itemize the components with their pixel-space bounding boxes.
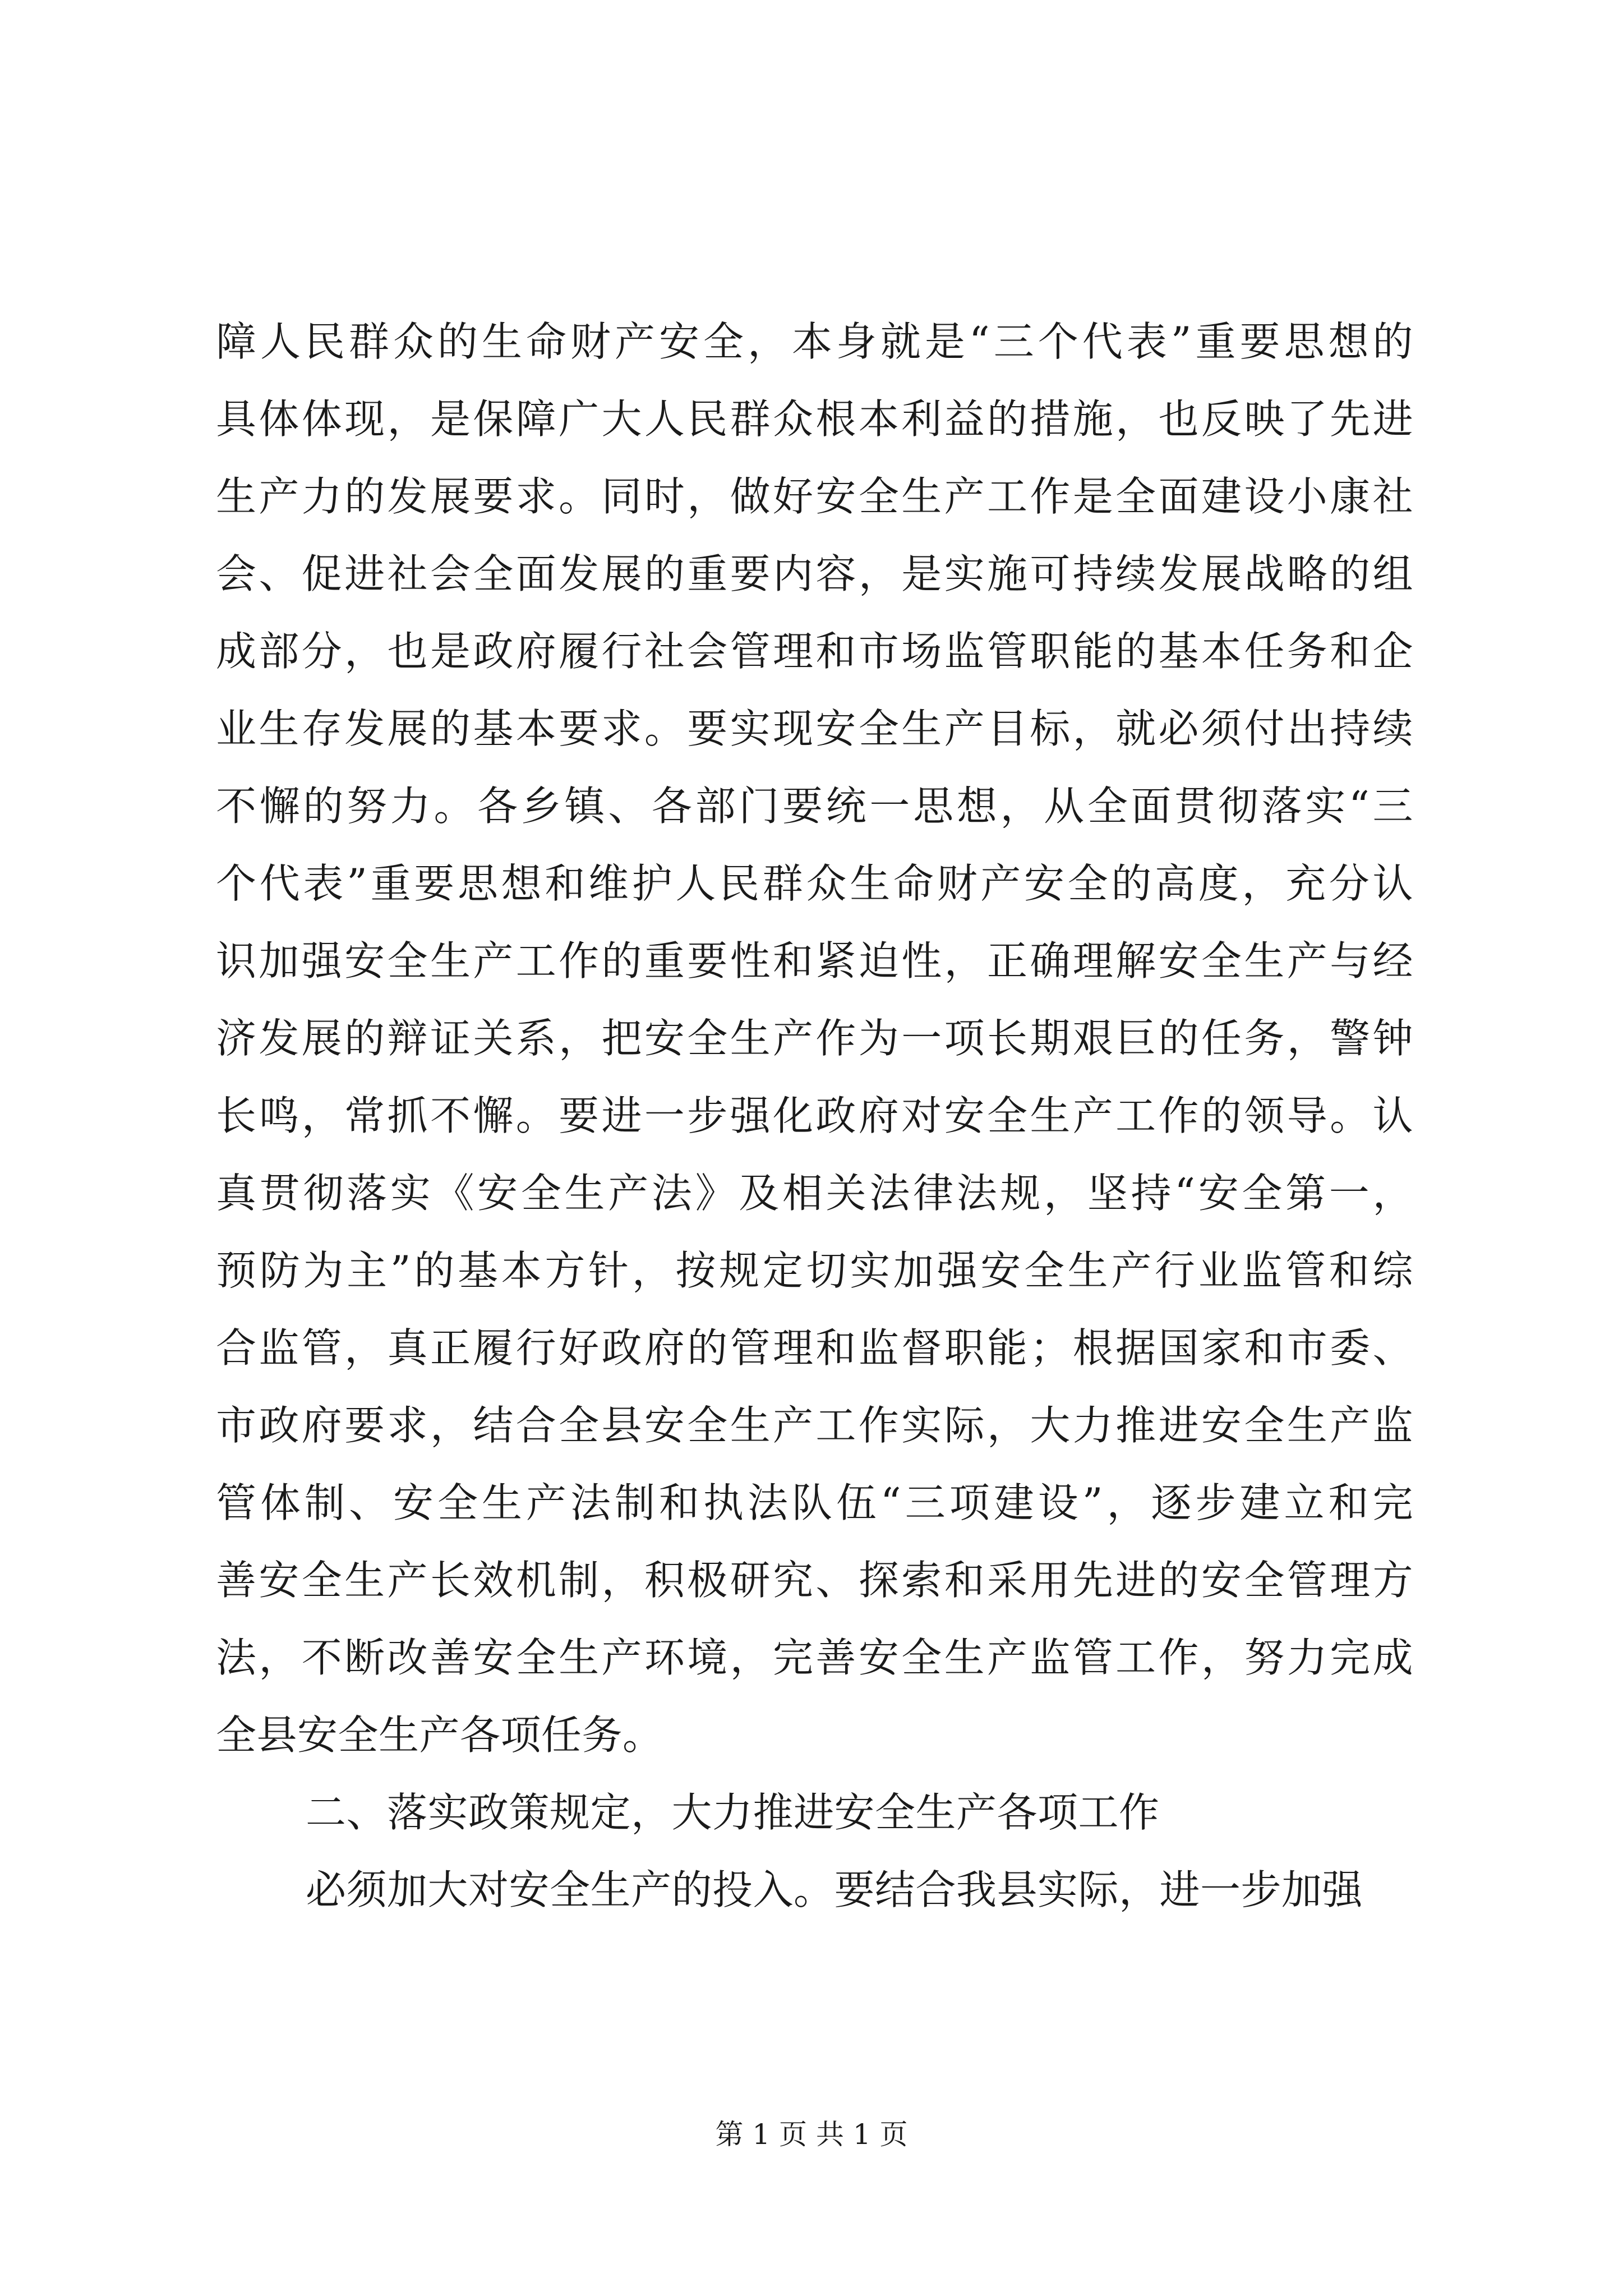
section-heading: 二、落实政策规定，大力推进安全生产各项工作 [306,1789,1160,1836]
body-line: 不懈的努力。各乡镇、各部门要统一思想，从全面贯彻落实“三 [216,783,1413,830]
body-line: 识加强安全生产工作的重要性和紧迫性，正确理解安全生产与经 [216,937,1413,984]
document-body [216,303,1413,1929]
page-footer: 第 1 页 共 1 页 [715,2118,908,2151]
body-line: 合监管，真正履行好政府的管理和监督职能；根据国家和市委、 [216,1324,1413,1372]
body-line: 具体体现，是保障广大人民群众根本利益的措施，也反映了先进 [216,395,1413,443]
body-line: 个代表”重要思想和维护人民群众生命财产安全的高度，充分认 [216,860,1413,907]
body-line: 法，不断改善安全生产环境，完善安全生产监管工作，努力完成 [216,1634,1413,1681]
body-line: 必须加大对安全生产的投入。要结合我县实际，进一步加强 [306,1866,1363,1913]
body-line: 预防为主”的基本方针，按规定切实加强安全生产行业监管和综 [216,1247,1413,1294]
body-line: 市政府要求，结合全县安全生产工作实际，大力推进安全生产监 [216,1402,1413,1449]
body-line: 成部分，也是政府履行社会管理和市场监管职能的基本任务和企 [216,628,1413,675]
body-line: 生产力的发展要求。同时，做好安全生产工作是全面建设小康社 [216,473,1413,520]
body-line: 障人民群众的生命财产安全，本身就是“三个代表”重要思想的 [216,318,1413,365]
body-line: 全县安全生产各项任务。 [216,1711,663,1759]
body-line: 善安全生产长效机制，积极研究、探索和采用先进的安全管理方 [216,1557,1413,1604]
body-line: 真贯彻落实《安全生产法》及相关法律法规，坚持“安全第一， [216,1170,1413,1217]
body-line: 业生存发展的基本要求。要实现安全生产目标，就必须付出持续 [216,705,1413,752]
body-line: 长鸣，常抓不懈。要进一步强化政府对安全生产工作的领导。认 [216,1092,1413,1139]
body-line: 管体制、安全生产法制和执法队伍“三项建设”，逐步建立和完 [216,1479,1413,1526]
body-line: 会、促进社会全面发展的重要内容，是实施可持续发展战略的组 [216,550,1413,597]
body-line: 济发展的辩证关系，把安全生产作为一项长期艰巨的任务，警钟 [216,1015,1413,1062]
